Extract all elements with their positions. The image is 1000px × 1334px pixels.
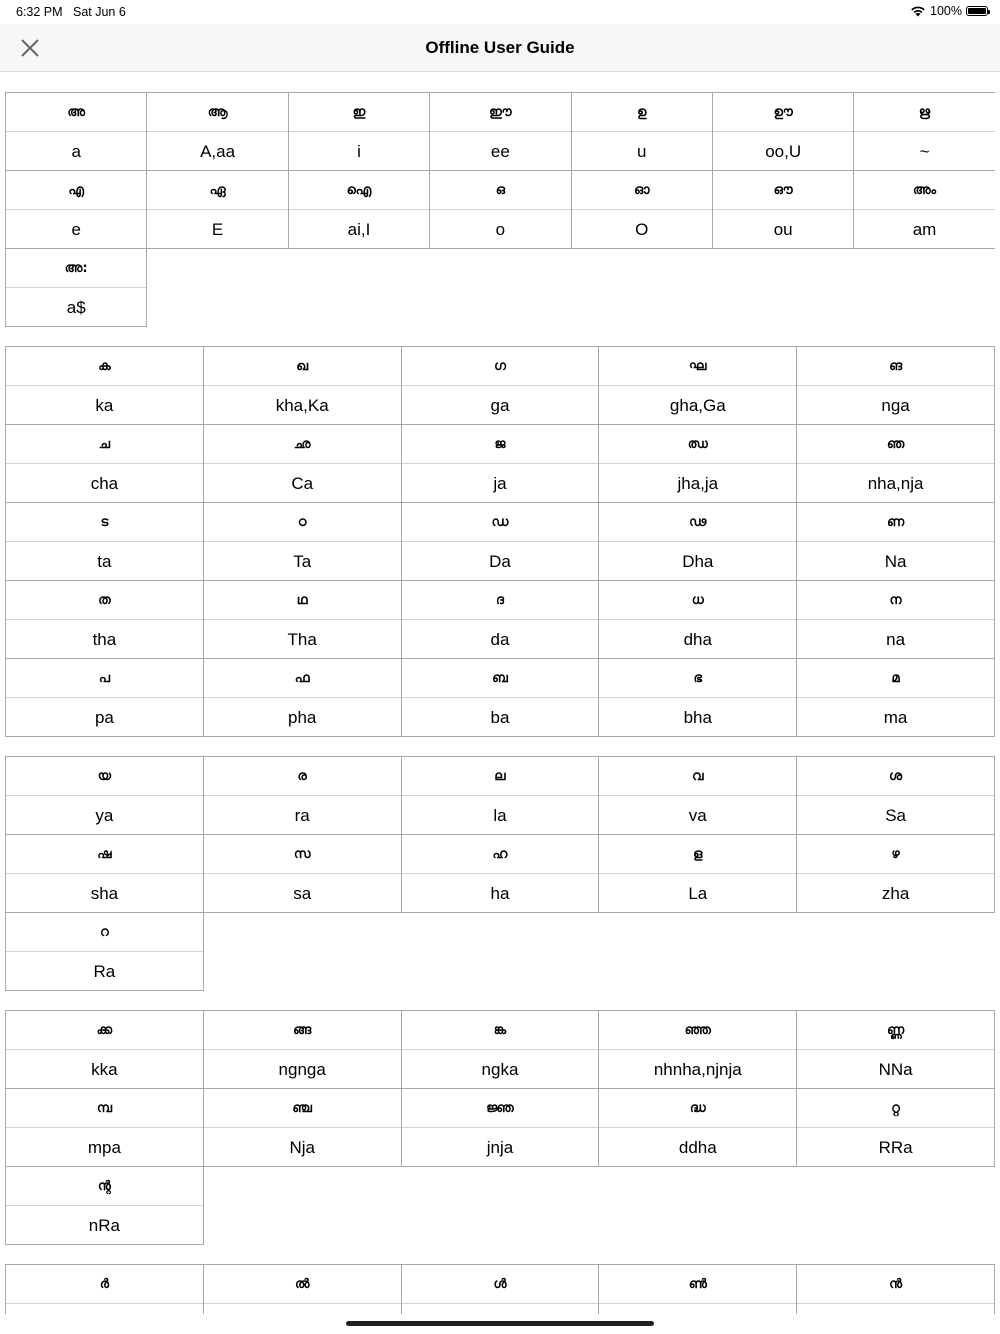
transliteration: NNa [878,1059,913,1079]
malayalam-letter: പ [6,659,203,698]
transliteration: nRa [88,1215,120,1235]
malayalam-letter: മ [797,659,994,698]
malayalam-letter: ൽ [204,1265,401,1304]
transliteration: ya [95,805,114,825]
status-time-date [16,5,126,19]
transliteration: Tha [287,629,317,649]
letter-cell [796,658,995,737]
transliteration: ai,I [347,219,371,239]
transliteration: Dha [682,551,714,571]
malayalam-letter: ട [6,503,203,542]
transliteration: o [495,219,506,239]
letter-cell [401,658,600,737]
malayalam-letter: അ: [6,249,146,288]
malayalam-letter: ഔ [713,171,853,210]
malayalam-letter: ങ [797,347,994,386]
transliteration: sa [293,883,312,903]
conjuncts-table [5,1010,995,1244]
malayalam-letter: ഖ [204,347,401,386]
letter-cell [571,170,713,249]
transliteration: sha [90,883,119,903]
transliteration: dha [683,629,712,649]
malayalam-letter: ഭ [599,659,796,698]
letter-cell [5,1264,204,1314]
malayalam-letter: ഘ [599,347,796,386]
transliteration: kka [91,1059,118,1079]
malayalam-letter: ഉ [572,93,712,132]
malayalam-letter: ത [6,581,203,620]
transliteration: nha,nja [867,473,924,493]
transliteration: ee [490,141,510,161]
letter-cell [598,658,797,737]
status-date: Sat Jun 6 [72,5,126,19]
transliteration: tha [92,629,117,649]
battery-icon [966,6,988,16]
letter-cell [203,834,402,913]
status-right [910,4,988,18]
navigation-bar [0,24,1000,72]
letter-cell [5,346,204,425]
transliteration: nhnha,njnja [653,1059,742,1079]
malayalam-letter: ൾ [402,1265,599,1304]
table-row [5,248,995,326]
transliteration [204,1304,401,1314]
letter-cell [203,1264,402,1314]
table-row [5,912,995,990]
transliteration: jha,ja [677,473,719,493]
letter-cell [5,92,147,171]
transliteration: ga [490,395,510,415]
transliteration: am [912,219,937,239]
battery-percent: 100% [930,4,962,18]
malayalam-letter: ള [599,835,796,874]
malayalam-letter: യ [6,757,203,796]
letter-cell [146,92,288,171]
table-row [5,170,995,248]
table-row [5,1010,995,1088]
transliteration: ngnga [278,1059,326,1079]
status-time: 6:32 PM [16,5,63,19]
transliteration: ha [490,883,510,903]
table-row [5,658,995,736]
transliteration: da [490,629,510,649]
letter-cell [401,580,600,659]
letter-cell [5,248,147,327]
malayalam-letter: ഢ [599,503,796,542]
letter-cell [5,834,204,913]
vowels-table [5,92,995,326]
letter-cell [401,346,600,425]
malayalam-letter: ണ്ണ [797,1011,994,1050]
transliteration: cha [90,473,119,493]
malayalam-letter: ദ [402,581,599,620]
letter-cell [598,424,797,503]
transliteration [797,1304,994,1314]
malayalam-letter: ഒ [430,171,570,210]
malayalam-letter: ച [6,425,203,464]
malayalam-letter: ങ്ക [402,1011,599,1050]
letter-cell [853,170,995,249]
table-row [5,92,995,170]
letter-cell [5,1088,204,1167]
letter-cell [712,170,854,249]
status-bar [0,0,1000,24]
consonants-table [5,346,995,736]
malayalam-letter: ഴ [797,835,994,874]
malayalam-letter: ഷ [6,835,203,874]
malayalam-letter: ഇ [289,93,429,132]
transliteration: RRa [878,1137,913,1157]
letter-cell [401,502,600,581]
letter-cell [853,92,995,171]
letter-cell [203,756,402,835]
malayalam-letter: ഏ [147,171,287,210]
malayalam-letter: ഗ [402,347,599,386]
letter-cell [5,580,204,659]
transliteration: Na [884,551,907,571]
transliteration: ~ [919,141,930,161]
malayalam-letter: ജ്ഞ [402,1089,599,1128]
letter-cell [5,170,147,249]
letter-cell [5,502,204,581]
transliteration: kha,Ka [275,395,329,415]
malayalam-letter: ഞ [797,425,994,464]
transliteration: i [357,141,361,161]
table-row [5,502,995,580]
malayalam-letter: ങ്ങ [204,1011,401,1050]
transliteration [599,1304,796,1314]
letter-cell [401,1010,600,1089]
transliteration: ba [490,707,510,727]
malayalam-letter: ർ [6,1265,203,1304]
transliteration: Ra [93,961,116,981]
letter-cell [429,170,571,249]
transliteration: zha [881,883,910,903]
letter-cell [598,1010,797,1089]
table-row [5,346,995,424]
transliteration: la [493,805,507,825]
malayalam-letter: ഹ [402,835,599,874]
letter-cell [598,1088,797,1167]
transliteration: Ta [293,551,312,571]
malayalam-letter: ൻ [797,1265,994,1304]
malayalam-letter: ഞ്ഞ [599,1011,796,1050]
letter-cell [5,1010,204,1089]
malayalam-letter: വ [599,757,796,796]
letter-cell [5,1166,204,1245]
table-row [5,756,995,834]
transliteration: E [211,219,224,239]
malayalam-letter: ഠ [204,503,401,542]
letter-cell [796,580,995,659]
letter-cell [203,1010,402,1089]
malayalam-letter: റ [6,913,203,952]
malayalam-letter: ന്റ [6,1167,203,1206]
guide-content [5,92,995,1314]
transliteration: e [71,219,81,239]
transliteration: Nja [289,1137,315,1157]
letter-cell [796,346,995,425]
letter-cell [598,346,797,425]
transliteration: ngka [481,1059,519,1079]
letter-cell [571,92,713,171]
malayalam-letter: ക്ക [6,1011,203,1050]
letter-cell [203,580,402,659]
malayalam-letter: ഛ [204,425,401,464]
malayalam-letter: ഞ്ച [204,1089,401,1128]
transliteration: O [635,219,649,239]
letter-cell [288,170,430,249]
letter-cell [796,1010,995,1089]
transliteration: oo,U [765,141,802,161]
transliteration: pha [288,707,317,727]
transliteration: ou [773,219,793,239]
table-row [5,1166,995,1244]
transliteration: a$ [66,297,86,317]
malayalam-letter: മ്പ [6,1089,203,1128]
letter-cell [203,658,402,737]
malayalam-letter: ഋ [854,93,994,132]
transliteration: bha [683,707,712,727]
transliteration: u [637,141,647,161]
malayalam-letter: ഈ [430,93,570,132]
letter-cell [5,912,204,991]
letter-cell [796,424,995,503]
letter-cell [5,424,204,503]
malayalam-letter: ൺ [599,1265,796,1304]
malayalam-letter: ഫ [204,659,401,698]
page-title: Offline User Guide [425,38,575,57]
letter-cell [288,92,430,171]
transliteration [6,1304,203,1314]
transliteration: A,aa [200,141,236,161]
letter-cell [401,834,600,913]
transliteration: ddha [678,1137,717,1157]
letter-cell [598,756,797,835]
table-row [5,580,995,658]
malayalam-letter: ഥ [204,581,401,620]
malayalam-letter: ര [204,757,401,796]
transliteration: na [886,629,906,649]
letter-cell [796,1088,995,1167]
letter-cell [401,424,600,503]
transliteration: Ca [291,473,314,493]
transliteration: Sa [885,805,906,825]
letter-cell [203,346,402,425]
transliteration: ja [493,473,507,493]
letter-cell [796,756,995,835]
transliteration: ra [294,805,310,825]
malayalam-letter: ഐ [289,171,429,210]
letter-cell [796,834,995,913]
letter-cell [598,1264,797,1314]
letter-cell [598,580,797,659]
malayalam-letter: ണ [797,503,994,542]
transliteration: nga [881,395,910,415]
malayalam-letter: ഓ [572,171,712,210]
transliteration: ma [883,707,908,727]
transliteration: va [688,805,707,825]
table-row [5,1088,995,1166]
table-row [5,1264,995,1314]
transliteration: jnja [486,1137,514,1157]
letter-cell [401,756,600,835]
malayalam-letter: ബ [402,659,599,698]
letter-cell [203,424,402,503]
malayalam-letter: ഊ [713,93,853,132]
malayalam-letter: സ [204,835,401,874]
malayalam-letter: ആ [147,93,287,132]
malayalam-letter: എ [6,171,146,210]
letter-cell [796,502,995,581]
letter-cell [429,92,571,171]
malayalam-letter: ഝ [599,425,796,464]
malayalam-letter: ദ്ധ [599,1089,796,1128]
malayalam-letter: അം [854,171,994,210]
malayalam-letter: ശ [797,757,994,796]
transliteration: La [688,883,708,903]
transliteration: ta [97,551,112,571]
transliteration: gha,Ga [669,395,726,415]
letter-cell [598,834,797,913]
semivowels-table [5,756,995,990]
letter-cell [5,756,204,835]
malayalam-letter: ധ [599,581,796,620]
home-indicator[interactable] [346,1321,654,1326]
letter-cell [598,502,797,581]
malayalam-letter: ഡ [402,503,599,542]
letter-cell [203,1088,402,1167]
letter-cell [401,1264,600,1314]
malayalam-letter: ന [797,581,994,620]
letter-cell [203,502,402,581]
letter-cell [796,1264,995,1314]
table-row [5,834,995,912]
transliteration [402,1304,599,1314]
malayalam-letter: ക [6,347,203,386]
malayalam-letter: ല [402,757,599,796]
transliteration: a [71,141,81,161]
transliteration: ka [95,395,114,415]
malayalam-letter: അ [6,93,146,132]
chillus-table [5,1264,995,1314]
letter-cell [401,1088,600,1167]
transliteration: mpa [87,1137,121,1157]
letter-cell [5,658,204,737]
transliteration: pa [94,707,114,727]
table-row [5,424,995,502]
transliteration: Da [489,551,511,571]
letter-cell [712,92,854,171]
malayalam-letter: റ്റ [797,1089,994,1128]
malayalam-letter: ജ [402,425,599,464]
letter-cell [146,170,288,249]
wifi-icon [910,5,926,17]
